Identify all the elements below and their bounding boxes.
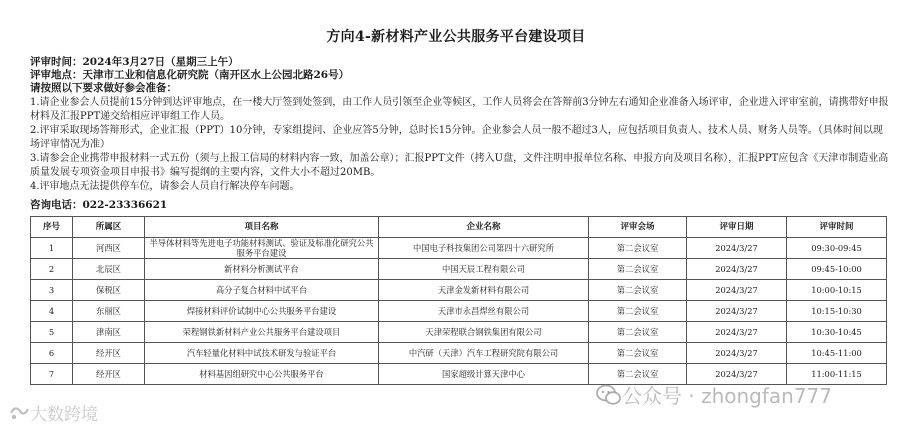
cell-company: 中汽研（天津）汽车工程研究院有限公司 (379, 343, 589, 364)
meta-block (30, 56, 349, 95)
cell-time: 10:30-10:45 (787, 322, 887, 343)
prep-heading: 请按照以下要求做好参会准备： (30, 82, 177, 94)
cell-time: 09:30-09:45 (787, 238, 887, 259)
cell-index: 3 (31, 280, 73, 301)
table-row (31, 238, 887, 259)
contact-phone (30, 197, 167, 212)
cell-index: 2 (31, 259, 73, 280)
cell-company: 天津荣程联合钢铁集团有限公司 (379, 322, 589, 343)
table-row (31, 301, 887, 322)
cell-district: 河西区 (73, 238, 145, 259)
phone-label: 咨询电话： (30, 199, 83, 211)
cell-district: 经开区 (73, 364, 145, 385)
cell-district: 津南区 (73, 322, 145, 343)
cell-date: 2024/3/27 (687, 301, 787, 322)
cell-index: 1 (31, 238, 73, 259)
cell-company: 天津市永昌焊丝有限公司 (379, 301, 589, 322)
watermark-right-text: 公众号 · zhongfan777 (622, 384, 832, 408)
cell-venue: 第二会议室 (589, 322, 687, 343)
cell-venue: 第二会议室 (589, 259, 687, 280)
cell-project: 材料基因组研究中心公共服务平台 (145, 364, 379, 385)
table-row (31, 280, 887, 301)
cell-time: 09:45-10:00 (787, 259, 887, 280)
table-row (31, 322, 887, 343)
cell-project: 汽车轻量化材料中试技术研发与验证平台 (145, 343, 379, 364)
note-item: 3.请参会企业携带申报材料一式五份（须与上报工信局的材料内容一致，加盖公章）；汇报PPT文件（拷入U盘，文件注明申报单位名称、申报方向及项目名称），汇报PPT应包含《天津市制造业高质量发展专项资金项目申报书》编写提纲的主要内容，文件大小不超过20MB。 (30, 153, 889, 178)
cell-date: 2024/3/27 (687, 322, 787, 343)
cell-company: 中国电子科技集团公司第四十六研究所 (379, 238, 589, 259)
cell-time: 11:00-11:15 (787, 364, 887, 385)
cell-company: 天津金发新材料有限公司 (379, 280, 589, 301)
cell-index: 6 (31, 343, 73, 364)
note-item: 1.请企业参会人员提前15分钟到达评审地点，在一楼大厅签到处签到，由工作人员引领至企业等候区，工作人员将会在答辩前3分钟左右通知企业准备入场评审，企业进入评审室前，请携带好申报材料及汇报PPT递交给相应评审组工作人员。 (30, 97, 889, 122)
cell-time: 10:00-10:15 (787, 280, 887, 301)
wechat-icon (596, 384, 622, 411)
cell-project: 荣程钢铁新材料产业公共服务平台建设项目 (145, 322, 379, 343)
cell-date: 2024/3/27 (687, 364, 787, 385)
table-row (31, 259, 887, 280)
header-date: 评审日期 (687, 217, 787, 238)
note-item: 4.评审地点无法提供停车位，请参会人员自行解决停车问题。 (30, 181, 300, 192)
cell-company: 国家超级计算天津中心 (379, 364, 589, 385)
cell-date: 2024/3/27 (687, 280, 787, 301)
cell-venue: 第二会议室 (589, 364, 687, 385)
watermark-left-text: 大数跨境 (30, 405, 98, 425)
header-project: 项目名称 (145, 217, 379, 238)
header-district: 所属区 (73, 217, 145, 238)
cell-company: 中国天辰工程有限公司 (379, 259, 589, 280)
table-header-row (31, 217, 887, 238)
cell-date: 2024/3/27 (687, 259, 787, 280)
watermark-right (596, 380, 832, 411)
header-time: 评审时间 (787, 217, 887, 238)
phone-number: 022-23336621 (82, 199, 168, 211)
cell-project: 高分子复合材料中试平台 (145, 280, 379, 301)
cell-time: 10:15-10:30 (787, 301, 887, 322)
cell-time: 10:45-11:00 (787, 343, 887, 364)
header-company: 企业名称 (379, 217, 589, 238)
cell-index: 5 (31, 322, 73, 343)
cell-district: 东丽区 (73, 301, 145, 322)
header-index: 序号 (31, 217, 73, 238)
cell-district: 保税区 (73, 280, 145, 301)
brand-logo-icon (8, 404, 30, 427)
cell-venue: 第二会议室 (589, 238, 687, 259)
notes-list (30, 96, 890, 194)
cell-district: 经开区 (73, 343, 145, 364)
schedule-table (30, 216, 887, 385)
cell-project: 半导体材料等先进电子功能材料测试、验证及标准化研究公共服务平台建设 (145, 238, 379, 259)
cell-index: 4 (31, 301, 73, 322)
review-time: 评审时间：2024年3月27日（星期三上午） (30, 56, 239, 68)
cell-project: 新材料分析测试平台 (145, 259, 379, 280)
cell-venue: 第二会议室 (589, 343, 687, 364)
review-place: 评审地点：天津市工业和信息化研究院（南开区水上公园北路26号） (30, 69, 350, 81)
cell-index: 7 (31, 364, 73, 385)
watermark-left (8, 400, 98, 427)
cell-date: 2024/3/27 (687, 238, 787, 259)
document-title: 方向4-新材料产业公共服务平台建设项目 (326, 29, 586, 45)
note-item: 2.评审采取现场答辩形式，企业汇报（PPT）10分钟，专家组提问、企业应答5分钟，总时长15分钟。企业参会人员一般不超过3人，应包括项目负责人、技术人员、财务人员等。（具体时间以现场评审情况为准） (30, 125, 883, 150)
cell-project: 焊接材料评价试制中心公共服务平台建设 (145, 301, 379, 322)
header-venue: 评审会场 (589, 217, 687, 238)
table-row (31, 343, 887, 364)
cell-district: 北辰区 (73, 259, 145, 280)
cell-date: 2024/3/27 (687, 343, 787, 364)
cell-venue: 第二会议室 (589, 280, 687, 301)
cell-venue: 第二会议室 (589, 301, 687, 322)
